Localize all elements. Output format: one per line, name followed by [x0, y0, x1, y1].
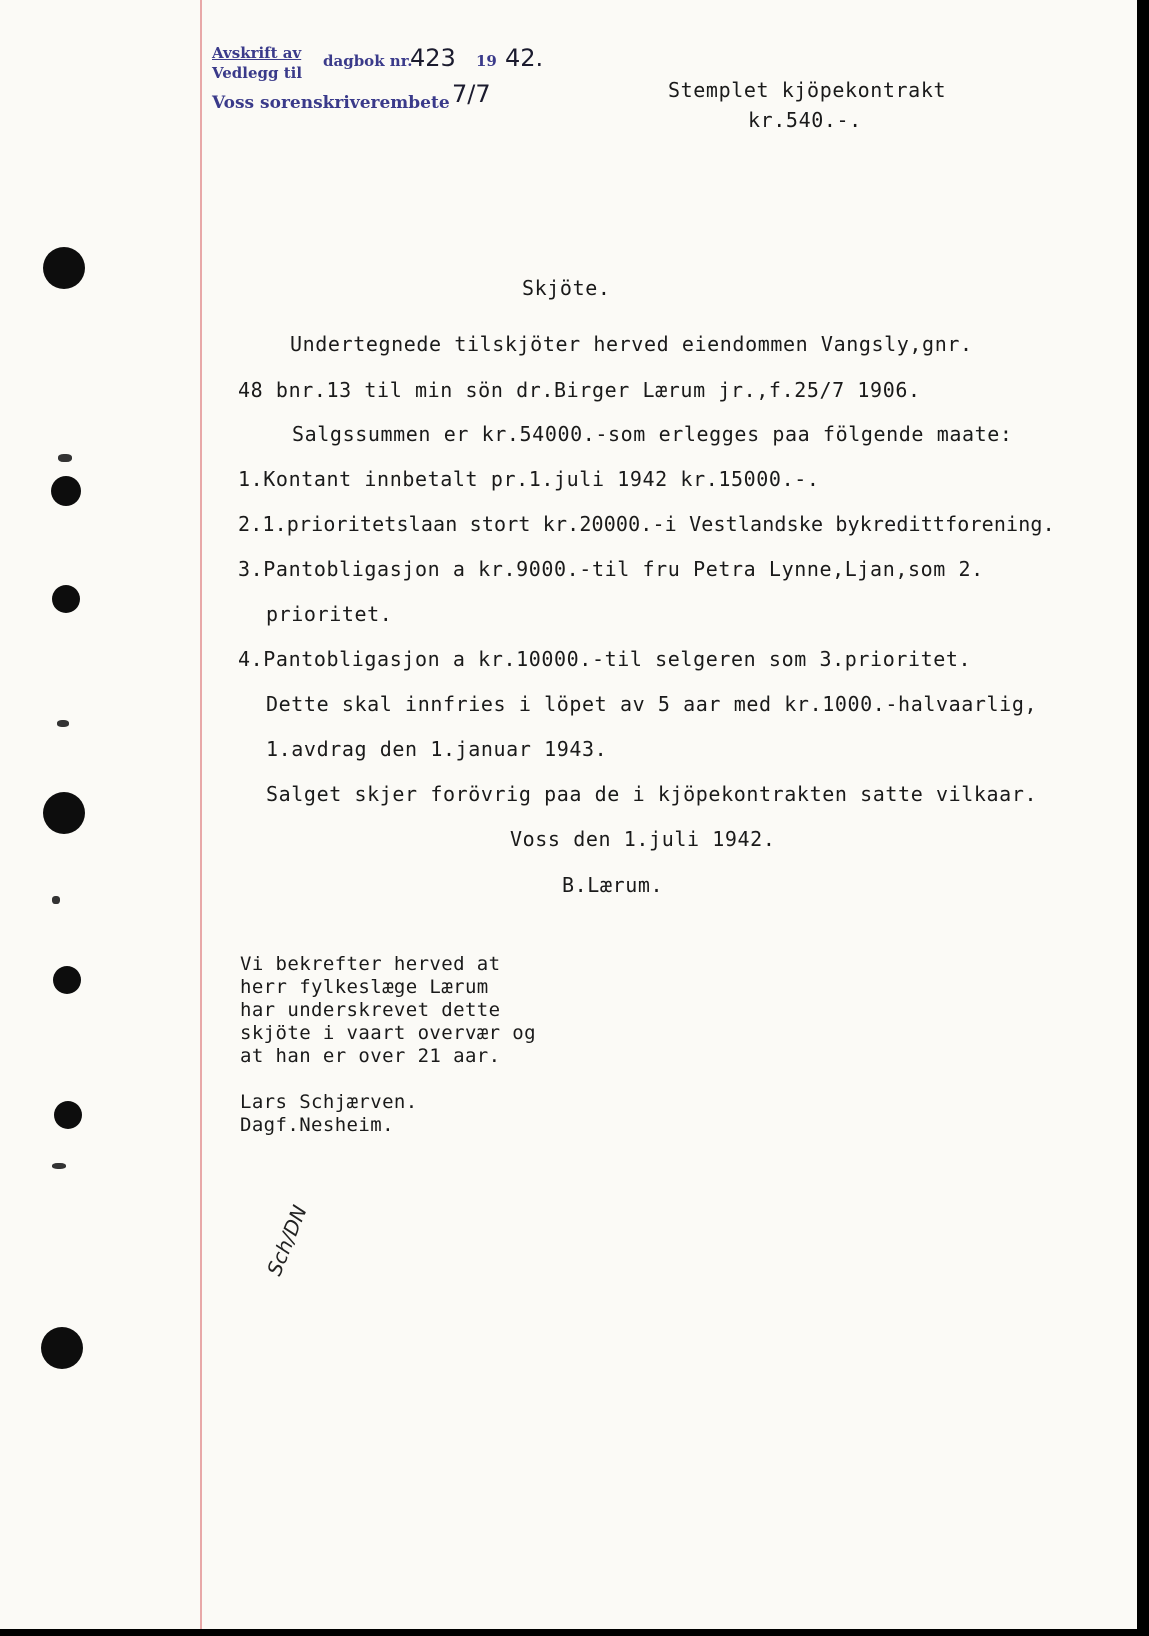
- body-line: prioritet.: [266, 602, 393, 626]
- witness-line: herr fylkeslæge Lærum: [240, 976, 489, 998]
- signature: B.Lærum.: [562, 873, 664, 897]
- stamp-line-1: Avskrift av: [212, 44, 302, 62]
- speck: [52, 1163, 66, 1169]
- punch-hole: [52, 585, 80, 613]
- stamp-line-2: Vedlegg til: [212, 64, 303, 82]
- body-line: 48 bnr.13 til min sön dr.Birger Lærum jr.,f.25/7 1906.: [238, 378, 921, 402]
- place-date: Voss den 1.juli 1942.: [510, 827, 776, 851]
- witness-name: Dagf.Nesheim.: [240, 1114, 394, 1136]
- margin-line: [200, 0, 202, 1629]
- witness-line: Vi bekrefter herved at: [240, 953, 501, 975]
- witness-line: at han er over 21 aar.: [240, 1045, 501, 1067]
- body-line: 1.avdrag den 1.januar 1943.: [266, 737, 608, 761]
- year: 42.: [505, 44, 544, 72]
- body-line: Undertegnede tilskjöter herved eiendommen Vangsly,gnr.: [290, 332, 973, 356]
- body-line: 2.1.prioritetslaan stort kr.20000.-i Vestlandske bykredittforening.: [238, 512, 1055, 536]
- witness-name: Lars Schjærven.: [240, 1091, 418, 1113]
- date: 7/7: [452, 80, 491, 108]
- stamp-line-3: Voss sorenskriverembete: [212, 93, 450, 113]
- punch-hole: [54, 1101, 82, 1129]
- body-line: 3.Pantobligasjon a kr.9000.-til fru Petra Lynne,Ljan,som 2.: [238, 557, 984, 581]
- punch-hole: [43, 247, 85, 289]
- document-title: Skjöte.: [522, 276, 611, 300]
- stamp-note-line-1: Stemplet kjöpekontrakt: [668, 78, 947, 102]
- journal-number: 423: [410, 44, 456, 72]
- punch-hole: [51, 476, 81, 506]
- speck: [52, 896, 60, 904]
- body-line: Dette skal innfries i löpet av 5 aar med kr.1000.-halvaarlig,: [266, 692, 1038, 716]
- punch-hole: [43, 792, 85, 834]
- body-line: 1.Kontant innbetalt pr.1.juli 1942 kr.15000.-.: [238, 467, 820, 491]
- speck: [57, 720, 69, 727]
- witness-line: skjöte i vaart overvær og: [240, 1022, 536, 1044]
- punch-hole: [53, 966, 81, 994]
- speck: [58, 454, 72, 462]
- year-prefix: 19: [476, 52, 497, 70]
- stamp-note-line-2: kr.540.-.: [748, 108, 862, 132]
- body-line: 4.Pantobligasjon a kr.10000.-til selgeren som 3.prioritet.: [238, 647, 972, 671]
- handwritten-initials: Sch/DN: [262, 1201, 312, 1279]
- punch-hole: [41, 1327, 83, 1369]
- body-line: Salgssummen er kr.54000.-som erlegges paa fölgende maate:: [292, 422, 1013, 446]
- body-line: Salget skjer forövrig paa de i kjöpekontrakten satte vilkaar.: [266, 782, 1038, 806]
- stamp-line-1b: dagbok nr.: [323, 52, 413, 70]
- witness-line: har underskrevet dette: [240, 999, 501, 1021]
